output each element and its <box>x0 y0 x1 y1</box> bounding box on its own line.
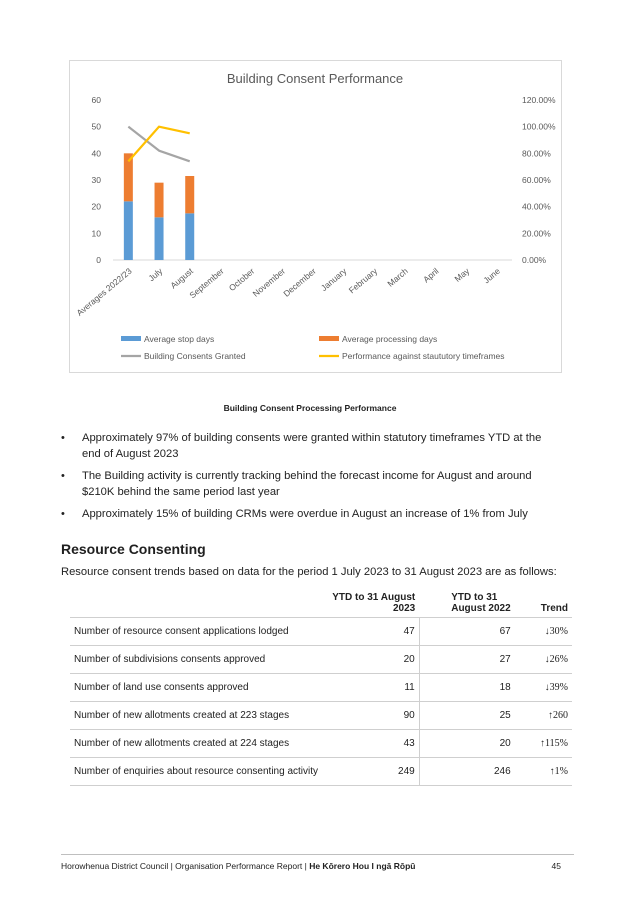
row-ytd-2022: 18 <box>419 674 514 702</box>
y2-tick-label: 100.00% <box>522 121 556 132</box>
row-ytd-2022: 27 <box>419 646 514 674</box>
row-ytd-2023: 20 <box>328 646 419 674</box>
header-ytd-2023-line2: 2023 <box>392 603 416 614</box>
legend-label: Performance against staututory timeframes <box>342 351 505 361</box>
table-row <box>70 618 572 646</box>
x-tick-label: February <box>346 265 380 296</box>
y-tick-label: 10 <box>91 228 101 239</box>
footer-divider <box>61 854 574 855</box>
chart-caption: Building Consent Processing Performance <box>223 403 397 413</box>
row-ytd-2023: 43 <box>328 730 419 758</box>
x-tick-label: November <box>250 265 288 299</box>
row-label: Number of resource consent applications lodged <box>70 618 328 646</box>
x-tick-label: June <box>481 265 502 286</box>
row-label: Number of new allotments created at 224 stages <box>70 730 328 758</box>
legend-swatch <box>319 336 339 341</box>
bullet-item: • The Building activity is currently tracking behind the forecast income for August and around $210K behind the same period last year <box>61 468 561 500</box>
table-row <box>70 702 572 730</box>
x-tick-label: May <box>452 265 472 284</box>
row-trend: ↑115% <box>515 730 572 758</box>
footer-text <box>61 861 415 871</box>
bar-average-stop-days <box>155 217 164 260</box>
table-row <box>70 674 572 702</box>
row-ytd-2023: 90 <box>328 702 419 730</box>
row-label: Number of enquiries about resource consenting activity <box>70 758 328 786</box>
y-tick-label: 40 <box>91 148 101 159</box>
x-tick-label: August <box>168 265 196 291</box>
footer-org: Horowhenua District Council | Organisation Performance Report | <box>61 861 310 871</box>
x-tick-label: March <box>385 265 410 289</box>
row-ytd-2023: 47 <box>328 618 419 646</box>
bullet-item: • Approximately 15% of building CRMs were overdue in August an increase of 1% from July <box>61 506 561 522</box>
table-row <box>70 758 572 786</box>
table-header-row <box>70 590 572 618</box>
bar-average-processing-days <box>185 176 194 213</box>
x-tick-label: September <box>187 265 226 301</box>
row-ytd-2022: 25 <box>419 702 514 730</box>
x-tick-label: December <box>281 265 318 299</box>
header-ytd-2022-line2: August 2022 <box>451 603 511 614</box>
x-tick-label: October <box>226 265 257 293</box>
y2-tick-label: 120.00% <box>522 95 556 105</box>
y-tick-label: 0 <box>96 255 101 265</box>
row-ytd-2022: 67 <box>419 618 514 646</box>
row-trend: ↓30% <box>515 618 572 646</box>
row-trend: ↑260 <box>515 702 572 730</box>
header-trend: Trend <box>540 603 568 614</box>
table-row <box>70 730 572 758</box>
table-row <box>70 646 572 674</box>
legend-label: Building Consents Granted <box>144 351 246 361</box>
x-tick-label: July <box>146 265 165 284</box>
legend-label: Average stop days <box>144 334 215 344</box>
page-number: 45 <box>551 861 561 871</box>
header-ytd-2022-line1: YTD to 31 <box>451 592 498 603</box>
y-tick-label: 50 <box>91 121 101 132</box>
header-ytd-2022 <box>419 590 514 618</box>
y2-tick-label: 0.00% <box>522 255 547 265</box>
resource-consent-table <box>70 590 572 786</box>
section-intro: Resource consent trends based on data for the period 1 July 2023 to 31 August 2023 are as follows: <box>61 566 557 578</box>
x-tick-label: April <box>421 265 441 285</box>
bullet-item: • Approximately 97% of building consents were granted within statutory timeframes YTD at the end of August 2023 <box>61 430 561 462</box>
header-ytd-2023 <box>328 590 419 618</box>
y2-tick-label: 60.00% <box>522 175 551 185</box>
row-trend: ↓26% <box>515 646 572 674</box>
row-ytd-2022: 246 <box>419 758 514 786</box>
y2-tick-label: 20.00% <box>522 228 551 239</box>
row-ytd-2023: 11 <box>328 674 419 702</box>
chart-title: Building Consent Performance <box>226 71 404 86</box>
footer-bold: He Kōrero Hou I ngā Rōpū <box>309 861 416 871</box>
bar-average-stop-days <box>185 213 194 260</box>
row-ytd-2022: 20 <box>419 730 514 758</box>
row-trend: ↓39% <box>515 674 572 702</box>
legend-label: Average processing days <box>342 334 438 344</box>
y2-tick-label: 40.00% <box>522 201 551 212</box>
bar-average-processing-days <box>155 183 164 218</box>
legend-swatch <box>121 336 141 341</box>
row-ytd-2023: 249 <box>328 758 419 786</box>
row-label: Number of land use consents approved <box>70 674 328 702</box>
y-tick-label: 30 <box>91 175 101 185</box>
x-tick-label: January <box>318 265 349 293</box>
section-title: Resource Consenting <box>61 541 206 557</box>
building-consent-chart <box>69 60 562 373</box>
y-tick-label: 60 <box>91 95 101 105</box>
header-ytd-2023-line1: YTD to 31 August <box>332 592 416 603</box>
y2-tick-label: 80.00% <box>522 148 551 159</box>
header-empty <box>70 590 328 618</box>
row-trend: ↑1% <box>515 758 572 786</box>
row-label: Number of subdivisions consents approved <box>70 646 328 674</box>
row-label: Number of new allotments created at 223 stages <box>70 702 328 730</box>
bar-average-stop-days <box>124 201 133 260</box>
line-performance-against-staututory-timeframes <box>128 127 189 162</box>
building-bullets <box>61 430 561 528</box>
x-tick-label: Averages 2022/23 <box>74 265 134 318</box>
y-tick-label: 20 <box>91 201 101 212</box>
